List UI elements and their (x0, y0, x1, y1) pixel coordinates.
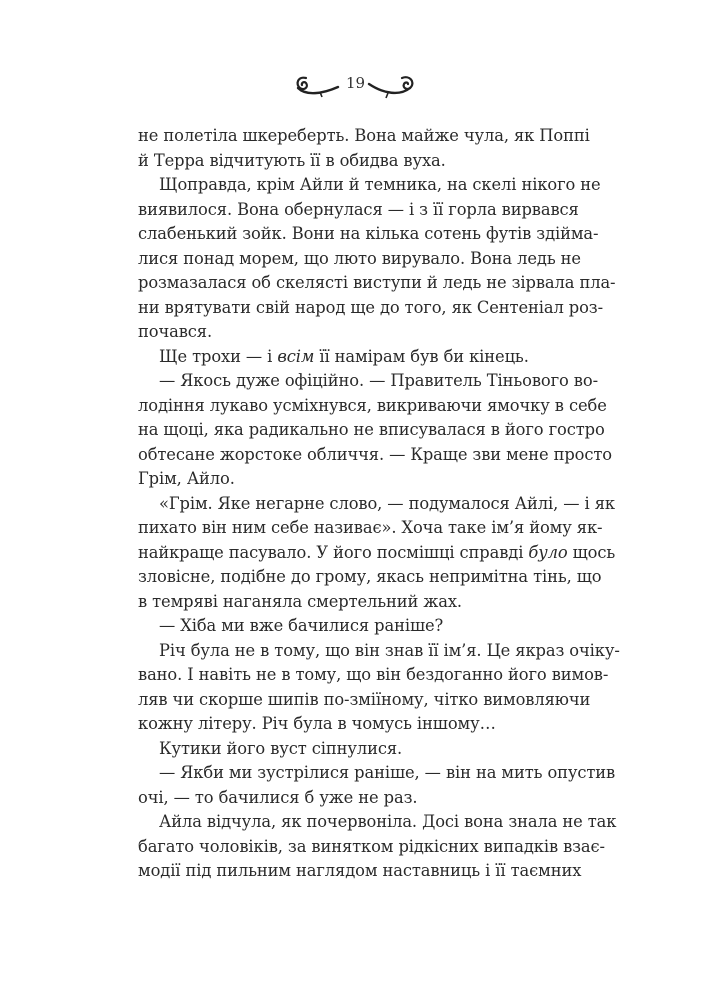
italic-emphasis: було (528, 542, 568, 562)
text-segment: ляв чи скорше шипів по-зміїному, чітко вимовляючи (138, 689, 591, 709)
text-line (138, 516, 603, 541)
text-segment: — Хіба ми вже бачилися раніше? (159, 616, 444, 635)
text-segment: вано. І навіть не в тому, що він бездоганно його вимов- (138, 665, 609, 684)
text-line (138, 810, 617, 835)
text-segment: обтесане жорстоке обличчя. — Краще зви мене просто (138, 444, 612, 464)
text-segment: почався. (138, 322, 213, 341)
text-line (138, 296, 603, 321)
text-line (138, 835, 605, 860)
text-segment: Щоправда, крім Айли й темника, на скелі нікого не (159, 175, 601, 194)
text-line (138, 394, 607, 419)
text-segment: багато чоловіків, за винятком рідкісних випадків взає- (138, 836, 605, 856)
text-line (138, 369, 598, 394)
text-line (138, 173, 601, 198)
text-segment: Айла відчула, як почервоніла. Досі вона знала не так (159, 812, 617, 831)
text-segment: Річ була не в тому, що він знав її ім’я. Це якраз очіку- (159, 640, 620, 660)
text-line (138, 247, 581, 272)
text-line (138, 737, 572, 762)
text-segment: зловісне, подібне до грому, якась непримітна тінь, що (138, 567, 602, 586)
text-line (138, 198, 579, 223)
text-line (138, 786, 572, 811)
text-line (138, 663, 609, 688)
text-segment: кожну літеру. Річ була в чомусь іншому… (138, 714, 496, 733)
text-segment: пихато він ним себе називає». Хоча таке ім’я йому як- (138, 518, 603, 537)
text-segment: й Терра відчитують її в обидва вуха. (138, 150, 446, 170)
text-segment: слабенький зойк. Вони на кілька сотень футів здійма- (138, 224, 599, 243)
text-line (138, 859, 582, 884)
text-line (138, 639, 620, 664)
text-segment: виявилося. Вона обернулася — і з її горла вирвався (138, 199, 579, 219)
text-line (138, 688, 591, 713)
text-line (138, 271, 616, 296)
book-body-text (138, 124, 620, 884)
text-segment: «Грім. Яке негарне слово, — подумалося Айлі, — і як (159, 493, 615, 513)
text-line (138, 124, 590, 149)
right-flourish-ornament-icon (366, 72, 418, 100)
text-segment: розмазалася об скелясті виступи й ледь не зірвала пла- (138, 273, 616, 292)
text-line (138, 320, 572, 345)
text-segment: модії під пильним наглядом наставниць і її таємних (138, 861, 582, 880)
text-segment: не полетіла шкереберть. Вона майже чула, як Поппі (138, 126, 590, 145)
text-segment: Грім, Айло. (138, 469, 235, 488)
text-segment: Кутики його вуст сіпнулися. (159, 738, 403, 758)
text-line (138, 565, 602, 590)
text-segment: в темряві наганяла смертельний жах. (138, 591, 462, 611)
text-segment: її намірам був би кінець. (314, 346, 529, 366)
text-line (138, 467, 572, 492)
text-segment: ни врятувати свій народ ще до того, як Сентеніал роз- (138, 297, 603, 317)
text-segment: — Якби ми зустрілися раніше, — він на мить опустив (159, 763, 616, 782)
italic-emphasis: всім (277, 346, 315, 366)
text-line (138, 590, 572, 615)
text-segment: щось (567, 542, 616, 562)
text-line (138, 614, 572, 639)
page-header (0, 68, 728, 104)
text-segment: лися понад морем, що люто вирувало. Вона ледь не (138, 248, 581, 268)
left-flourish-ornament-icon (292, 72, 342, 100)
text-line (138, 418, 605, 443)
text-line (138, 761, 616, 786)
text-line (138, 149, 572, 174)
text-segment: Ще трохи — і (159, 346, 278, 366)
text-segment: лодіння лукаво усміхнувся, викриваючи ямочку в себе (138, 395, 607, 415)
text-line (138, 712, 572, 737)
text-segment: — Якось дуже офіційно. — Правитель Тіньового во- (159, 371, 598, 390)
text-line (138, 443, 612, 468)
text-line (138, 345, 572, 370)
text-line (138, 492, 615, 517)
text-segment: очі, — то бачилися б уже не раз. (138, 787, 418, 807)
text-segment: на щоці, яка радикально не вписувалася в його гостро (138, 420, 605, 439)
text-segment: найкраще пасувало. У його посмішці справді (138, 542, 529, 562)
text-line (138, 541, 616, 566)
text-line (138, 222, 599, 247)
page-number: 19 (346, 74, 366, 92)
